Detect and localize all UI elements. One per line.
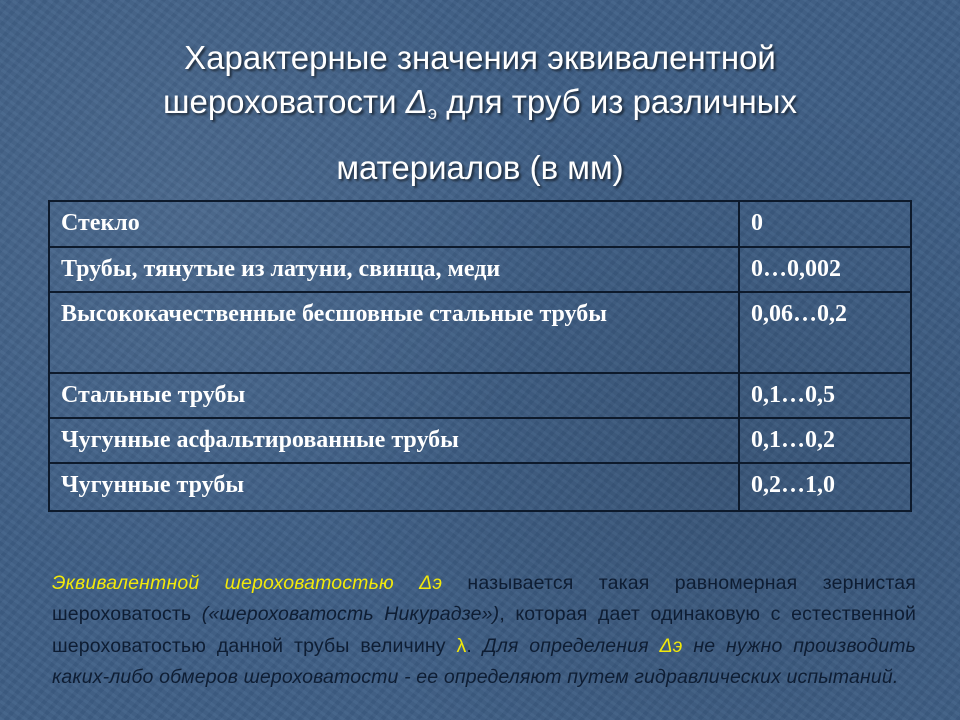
- table-row: [49, 247, 911, 292]
- title-line-2-start: шероховатости: [163, 83, 406, 120]
- roughness-table: [48, 200, 912, 512]
- value-cell: 0: [739, 201, 911, 247]
- nikuradse-quote: («шероховатость Никурадзе»): [201, 603, 500, 625]
- definition-paragraph: [52, 568, 916, 694]
- value-cell: 0,1…0,5: [739, 373, 911, 418]
- table-row: [49, 418, 911, 463]
- material-cell: Высококачественные бесшовные стальные трубы: [49, 292, 739, 373]
- material-cell: Чугунные асфальтированные трубы: [49, 418, 739, 463]
- material-cell: Чугунные трубы: [49, 463, 739, 511]
- title-line-1: Характерные значения эквивалентной: [184, 39, 776, 76]
- lambda-symbol: λ: [456, 634, 467, 657]
- title-line-2-end: для труб из различных: [437, 83, 797, 120]
- title-line-2: [60, 80, 900, 135]
- table-row: [49, 201, 911, 247]
- table-row: [49, 292, 911, 373]
- delta-subscript: э: [427, 103, 438, 123]
- delta-e-symbol: Δэ: [659, 634, 683, 657]
- material-cell: Стальные трубы: [49, 373, 739, 418]
- table-row: [49, 463, 911, 511]
- value-cell: 0,06…0,2: [739, 292, 911, 373]
- definition-text-1: называется такая равномерная зернистая шероховатость: [52, 571, 916, 625]
- title-line-3: материалов (в мм): [336, 149, 624, 186]
- value-cell: 0,1…0,2: [739, 418, 911, 463]
- definition-text-3: .: [466, 634, 483, 657]
- material-cell: Трубы, тянутые из латуни, свинца, меди: [49, 247, 739, 292]
- table-row: [49, 373, 911, 418]
- delta-symbol: Δ: [405, 83, 428, 120]
- value-cell: 0,2…1,0: [739, 463, 911, 511]
- definition-text-4: Для определения: [482, 634, 660, 657]
- material-cell: Стекло: [49, 201, 739, 247]
- definition-text-5: не нужно производить каких-либо обмеров шероховатости - ее определяют путем гидравлических испытаний.: [52, 634, 916, 688]
- value-cell: 0…0,002: [739, 247, 911, 292]
- definition-text-2: , которая дает одинаковую с естественной шероховатостью данной трубы величину: [52, 603, 916, 657]
- defined-term: Эквивалентной шероховатостью Δэ: [52, 571, 443, 594]
